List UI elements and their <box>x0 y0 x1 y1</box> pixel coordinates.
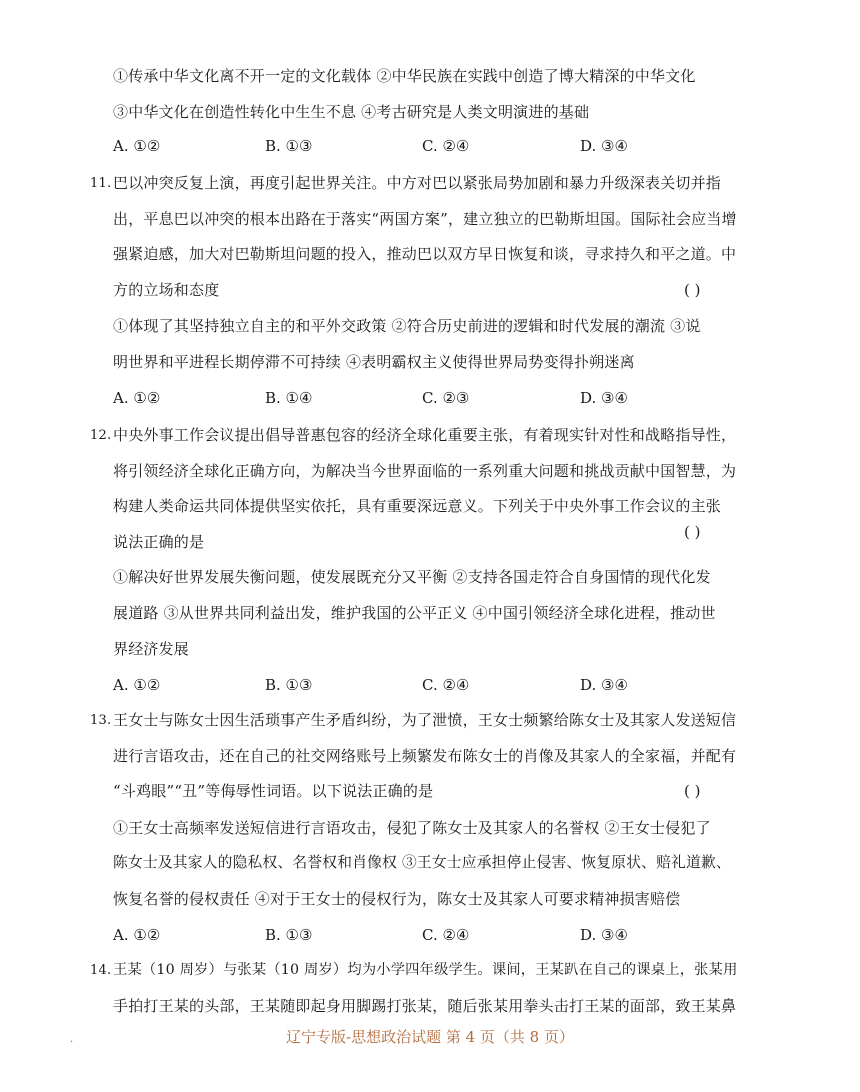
q13-number: 13. <box>90 713 112 728</box>
q12-stem-line-3: 构建人类命运共同体提供坚实依托，具有重要深远意义。下列关于中央外事工作会议的主张 <box>113 497 722 515</box>
q12-stem-line-2: 将引领经济全球化正确方向，为解决当今世界面临的一系列重大问题和挑战贡献中国智慧，为 <box>113 462 737 480</box>
q12-stem-line-4: 说法正确的是 <box>113 533 205 551</box>
q11-statements-line-1: ①体现了其坚持独立自主的和平外交政策 ②符合历史前进的逻辑和时代发展的潮流 ③说 <box>113 317 701 335</box>
q12-option-a: A. ①② <box>113 676 161 694</box>
q10-option-b: B. ①③ <box>265 137 313 155</box>
q13-option-c: C. ②④ <box>422 926 470 944</box>
q12-option-b: B. ①③ <box>265 676 313 694</box>
q14-stem-line-1: 王某（10 周岁）与张某（10 周岁）均为小学四年级学生。课间，王某趴在自己的课桌上，张某用 <box>113 962 738 978</box>
q11-option-d: D. ③④ <box>580 389 628 407</box>
q13-option-d: D. ③④ <box>580 926 628 944</box>
q12-answer-blank: ( ) <box>684 523 701 541</box>
q12-statements-line-3: 界经济发展 <box>113 640 190 658</box>
q11-stem-line-3: 强紧迫感，加大对巴勒斯坦问题的投入，推动巴以双方早日恢复和谈，寻求持久和平之道。中 <box>113 245 737 263</box>
q12-statements-line-2: 展道路 ③从世界共同利益出发，维护我国的公平正义 ④中国引领经济全球化进程，推动世 <box>113 604 716 622</box>
q12-statements-line-1: ①解决好世界发展失衡问题，使发展既充分又平衡 ②支持各国走符合自身国情的现代化发 <box>113 568 711 586</box>
q11-option-a: A. ①② <box>113 389 161 407</box>
q12-stem-line-1: 中央外事工作会议提出倡导普惠包容的经济全球化重要主张，有着现实针对性和战略指导性， <box>113 426 737 444</box>
q10-option-d: D. ③④ <box>580 137 628 155</box>
q12-number: 12. <box>90 428 112 443</box>
q11-statements-line-2: 明世界和平进程长期停滞不可持续 ④表明霸权主义使得世界局势变得扑朔迷离 <box>113 353 635 371</box>
q10-option-c: C. ②④ <box>422 137 470 155</box>
q13-statements-line-2: 陈女士及其家人的隐私权、名誉权和肖像权 ③王女士应承担停止侵害、恢复原状、赔礼道歉、 <box>113 854 731 871</box>
q13-option-a: A. ①② <box>113 926 161 944</box>
q13-stem-line-3: “斗鸡眼”“丑”等侮辱性词语。以下说法正确的是 <box>113 782 434 800</box>
q13-option-b: B. ①③ <box>265 926 313 944</box>
q13-statements-line-1: ①王女士高频率发送短信进行言语攻击，侵犯了陈女士及其家人的名誉权 ②王女士侵犯了 <box>113 819 711 837</box>
q11-answer-blank: ( ) <box>684 281 701 299</box>
q12-option-d: D. ③④ <box>580 676 628 694</box>
q11-stem-line-2: 出，平息巴以冲突的根本出路在于落实“两国方案”，建立独立的巴勒斯坦国。国际社会应当增 <box>113 210 737 228</box>
q10-option-a: A. ①② <box>113 137 161 155</box>
q11-stem-line-1: 巴以冲突反复上演，再度引起世界关注。中方对巴以紧张局势加剧和暴力升级深表关切并指 <box>113 174 722 192</box>
q11-option-c: C. ②③ <box>422 389 470 407</box>
q12-option-c: C. ②④ <box>422 676 470 694</box>
q11-option-b: B. ①④ <box>265 389 313 407</box>
q11-stem-line-4: 方的立场和态度 <box>113 281 220 299</box>
q11-number: 11. <box>90 176 112 191</box>
q13-answer-blank: ( ) <box>684 782 701 800</box>
q14-number: 14. <box>90 963 112 978</box>
page-mark: . <box>70 1034 74 1045</box>
q13-stem-line-2: 进行言语攻击，还在自己的社交网络账号上频繁发布陈女士的肖像及其家人的全家福，并配有 <box>113 747 737 765</box>
q13-statements-line-3: 恢复名誉的侵权责任 ④对于王女士的侵权行为，陈女士及其家人可要求精神损害赔偿 <box>113 890 681 908</box>
page-footer: 辽宁专版-思想政治试题 第 4 页（共 8 页） <box>286 1028 574 1046</box>
q10-statements-line-2: ③中华文化在创造性转化中生生不息 ④考古研究是人类文明演进的基础 <box>113 103 590 121</box>
q10-statements-line-1: ①传承中华文化离不开一定的文化载体 ②中华民族在实践中创造了博大精深的中华文化 <box>113 67 696 85</box>
q13-stem-line-1: 王女士与陈女士因生活琐事产生矛盾纠纷，为了泄愤，王女士频繁给陈女士及其家人发送短信 <box>113 711 737 729</box>
q14-stem-line-2: 手拍打王某的头部，王某随即起身用脚踢打张某，随后张某用拳头击打王某的面部，致王某鼻 <box>113 997 737 1015</box>
